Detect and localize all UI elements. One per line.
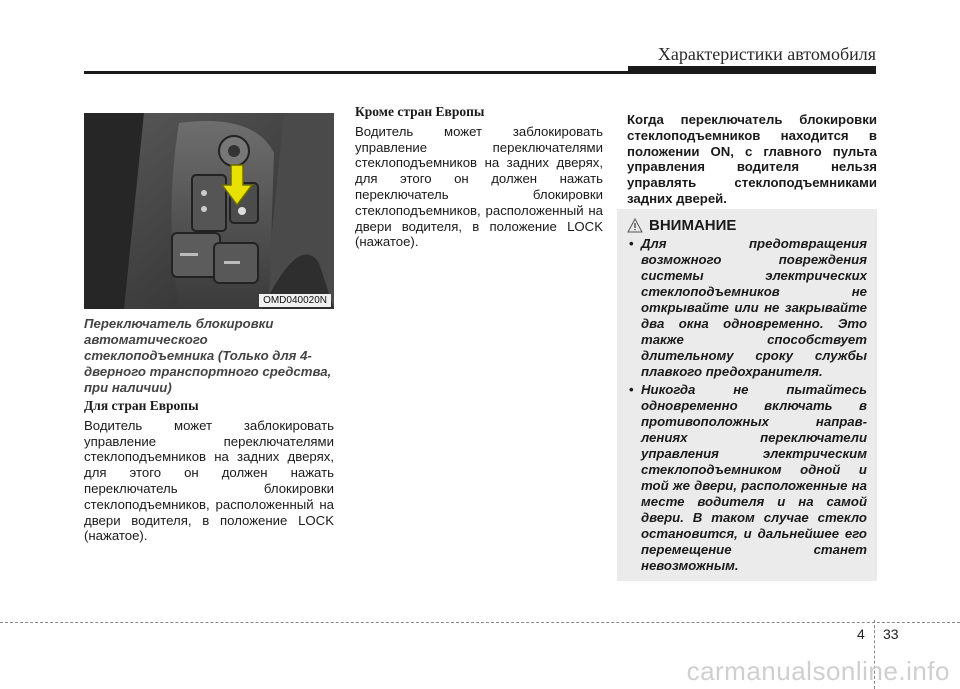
page-number: 33 [883, 626, 899, 642]
warning-triangle-icon [627, 218, 643, 233]
right-column [627, 112, 877, 207]
warning-list [629, 236, 867, 574]
middle-column [355, 104, 603, 250]
watermark: carmanualsonline.info [686, 656, 950, 686]
left-column [84, 316, 334, 544]
footer-rule [0, 622, 960, 624]
door-switch-illustration [84, 113, 334, 309]
warning-item: • Для предотвращения возможного повреждения системы электрических стеклоподъемников не открывайте или не закрывайте два окна одновременно. Это также способствует длительному сроку службы плавкого предохранителя. [629, 236, 867, 380]
header-rule [84, 71, 876, 74]
header-title: Характеристики автомобиля [657, 44, 876, 64]
warning-header [627, 217, 867, 234]
figure-caption: Переключатель блокировки автоматического стеклоподъемника (Только для 4-дверного транспортного средства, при наличии) [84, 316, 332, 395]
warning-title: ВНИМАНИЕ [649, 217, 737, 234]
europe-subheading: Для стран Европы [84, 398, 199, 413]
figure-code: OMD040020N [259, 294, 331, 307]
non-europe-body-text: Водитель может заблокировать управление переключателями стеклоподъемников на задних дверях, для этого он должен нажать переключатель блокировки стеклоподъемников, расположенный на двери водителя, в положение LOCK (нажатое). [355, 123, 603, 250]
door-switch-photo [84, 113, 334, 309]
europe-body-text: Водитель может заблокировать управление переключателями стеклоподъемников на задних дверях, для этого он должен нажать переключатель блокировки стеклоподъемников, расположенный на двери водителя, в положение LOCK (нажатое). [84, 417, 334, 544]
warning-box [617, 209, 877, 581]
non-europe-subheading: Кроме стран Европы [355, 104, 485, 119]
warning-item: • Никогда не пытайтесь одновременно включать в противоположных направ-лениях переключатели управления электрическим стеклоподъемником одной и той же двери, расположенные на месте водителя и на самой двери. В таком случае стекло остановится, и дальнейшее его перемещение станет невозможным. [629, 382, 867, 574]
chapter-number: 4 [857, 626, 865, 642]
lock-note: Когда переключатель блокировки стеклоподъемников находится в положении ON, с главного пульта управления водителя нельзя управлять стеклоподъемниками задних дверей. [627, 112, 877, 206]
